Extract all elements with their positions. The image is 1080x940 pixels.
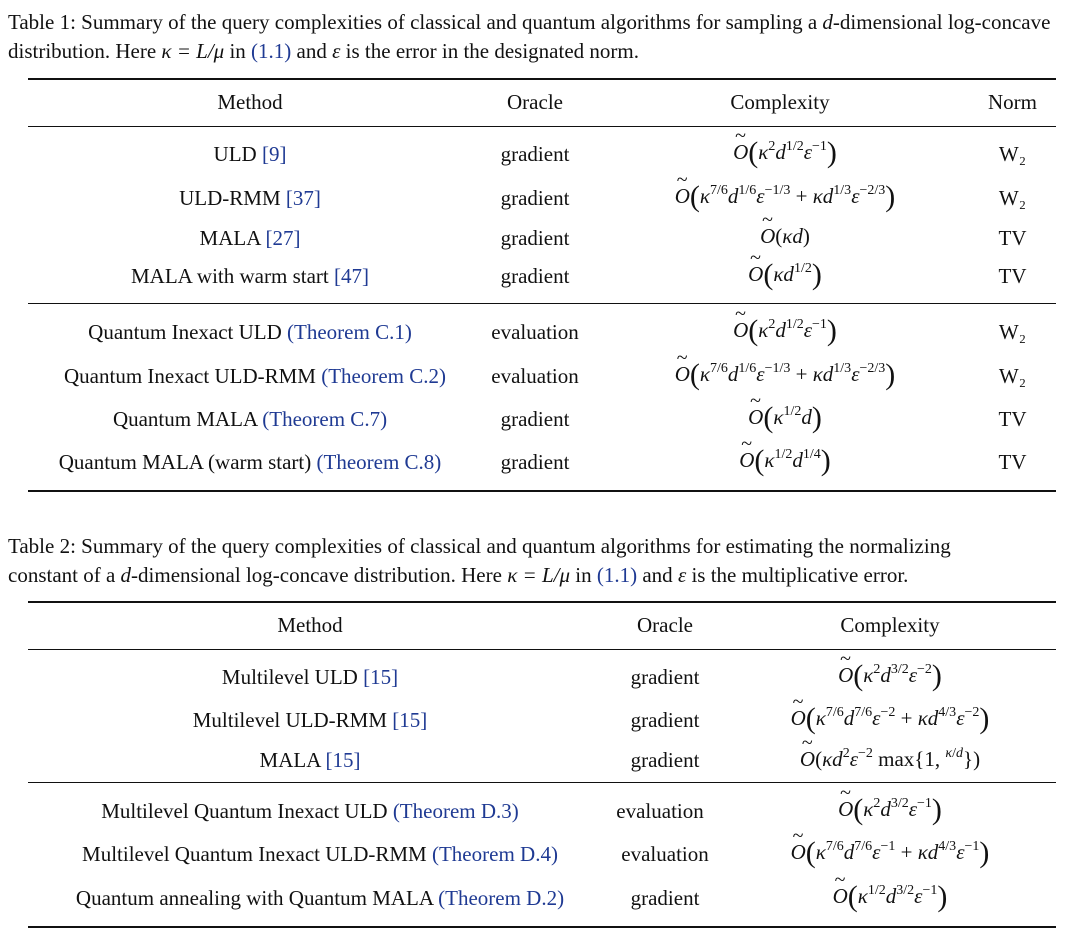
table-row: Multilevel ULD [15]: [221, 665, 399, 689]
table-row: Quantum MALA (Theorem C.7): [112, 407, 388, 431]
table2-caption: Table 2: Summary of the query complexities of classical and quantum algorithms for estimating the normalizing constant of a d-dimensional log-concave distribution. Here κ = L/μ in (1.1) and ε is the multiplicative error.: [8, 534, 951, 587]
oracle-cell: evaluation: [621, 842, 709, 866]
norm-cell: TV: [998, 264, 1027, 288]
table1-header-method: Method: [217, 90, 283, 114]
complexity-formula: ~ $O(\kappa^{7/6}d^{1/6}\varepsilon^{-1/3} + \kappa d^{1/3}\varepsilon^{-2/3})$: [600, 358, 970, 392]
table2-top-rule: [28, 601, 1056, 603]
complexity-formula: ~ $O(\kappa^{1/2}d^{1/4})$: [600, 444, 970, 478]
norm-cell: W₂: [998, 142, 1027, 166]
table-row: MALA [15]: [259, 748, 361, 772]
table-row: MALA with warm start [47]: [131, 264, 369, 288]
norm-cell: W₂: [998, 320, 1027, 344]
citation-link[interactable]: [15]: [363, 665, 399, 689]
table1-caption: Table 1: Summary of the query complexities of classical and quantum algorithms for sampling a d-dimensional log-concave distribution. Here κ = L/μ in (1.1) and ε is the error in the designated norm.: [8, 10, 1051, 63]
table1-top-rule: [28, 78, 1056, 80]
complexity-formula: ~ O(κd): [600, 224, 970, 249]
complexity-formula: ~ $O(\kappa^{7/6}d^{7/6}\varepsilon^{-1} + \kappa d^{4/3}\varepsilon^{-1})$: [730, 836, 1050, 870]
oracle-cell: gradient: [500, 186, 570, 210]
oracle-cell: gradient: [500, 450, 570, 474]
table-row: Multilevel Quantum Inexact ULD (Theorem D.3): [101, 799, 519, 823]
citation-link[interactable]: [47]: [333, 264, 369, 288]
oracle-cell: gradient: [500, 264, 570, 288]
table1-header-rule: [28, 126, 1056, 127]
table-row: Quantum MALA (warm start) (Theorem C.8): [58, 450, 442, 474]
table-row: Quantum Inexact ULD (Theorem C.1): [88, 320, 412, 344]
citation-link[interactable]: [15]: [325, 748, 361, 772]
theorem-link[interactable]: (Theorem C.8): [316, 450, 442, 474]
oracle-cell: gradient: [500, 407, 570, 431]
eq-link[interactable]: (1.1): [596, 563, 638, 587]
table1-header-complexity: Complexity: [730, 90, 830, 114]
oracle-cell: evaluation: [491, 320, 579, 344]
table-row: Quantum annealing with Quantum MALA (Theorem D.2): [75, 886, 565, 910]
table2-header-rule: [28, 649, 1056, 650]
norm-cell: W₂: [998, 186, 1027, 210]
oracle-cell: gradient: [630, 708, 700, 732]
complexity-formula: ~ $O(\kappa^{7/6}d^{7/6}\varepsilon^{-2} + \kappa d^{4/3}\varepsilon^{-2})$: [730, 702, 1050, 736]
table1-header-norm: Norm: [988, 90, 1037, 114]
theorem-link[interactable]: (Theorem C.7): [262, 407, 388, 431]
table1-mid-rule: [28, 303, 1056, 304]
oracle-cell: gradient: [630, 665, 700, 689]
table-row: Multilevel Quantum Inexact ULD-RMM (Theorem D.4): [82, 842, 558, 866]
complexity-formula: ~ $O(\kappa^2d^{1/2}\varepsilon^{-1})$: [600, 314, 970, 348]
table2-mid-rule: [28, 782, 1056, 783]
theorem-link[interactable]: (Theorem C.2): [321, 364, 446, 388]
oracle-cell: gradient: [630, 886, 700, 910]
norm-cell: TV: [998, 407, 1027, 431]
norm-cell: W₂: [998, 364, 1027, 388]
oracle-cell: gradient: [500, 226, 570, 250]
theorem-link[interactable]: (Theorem D.2): [438, 886, 565, 910]
table2-header-method: Method: [277, 613, 343, 637]
complexity-formula: ~ $O(\kappa^2d^{1/2}\varepsilon^{-1})$: [600, 136, 970, 170]
table1-header-oracle: Oracle: [507, 90, 563, 114]
citation-link[interactable]: [9]: [261, 142, 287, 166]
table2-header-oracle: Oracle: [637, 613, 693, 637]
citation-link[interactable]: [15]: [392, 708, 428, 732]
complexity-formula: ~ $O(\kappa^{1/2}d^{3/2}\varepsilon^{-1})$: [730, 880, 1050, 914]
oracle-cell: evaluation: [616, 799, 704, 823]
complexity-formula: ~ $O(\kappa^2d^{3/2}\varepsilon^{-2})$: [730, 659, 1050, 693]
table-row: Quantum Inexact ULD-RMM (Theorem C.2): [64, 364, 446, 388]
table-row: ULD-RMM [37]: [179, 186, 321, 210]
oracle-cell: gradient: [630, 748, 700, 772]
table2-header-complexity: Complexity: [840, 613, 940, 637]
table-row: MALA [27]: [199, 226, 301, 250]
citation-link[interactable]: [27]: [265, 226, 301, 250]
complexity-formula: ~ $O(\kappa^{7/6}d^{1/6}\varepsilon^{-1/3} + \kappa d^{1/3}\varepsilon^{-2/3})$: [600, 180, 970, 214]
complexity-formula: ~ $O(\kappa^2d^{3/2}\varepsilon^{-1})$: [730, 793, 1050, 827]
oracle-cell: gradient: [500, 142, 570, 166]
table1-bottom-rule: [28, 490, 1056, 492]
theorem-link[interactable]: (Theorem C.1): [287, 320, 412, 344]
table-row: ULD [9]: [213, 142, 287, 166]
eq-link[interactable]: (1.1): [251, 39, 292, 63]
norm-cell: TV: [998, 226, 1027, 250]
table-row: Multilevel ULD-RMM [15]: [192, 708, 428, 732]
norm-cell: TV: [998, 450, 1027, 474]
citation-link[interactable]: [37]: [285, 186, 321, 210]
table2-bottom-rule: [28, 926, 1056, 928]
complexity-formula: ~ $O(\kappa^{1/2}d)$: [600, 401, 970, 435]
complexity-formula: ~ $O(\kappa d^{1/2})$: [600, 258, 970, 292]
theorem-link[interactable]: (Theorem D.3): [392, 799, 519, 823]
theorem-link[interactable]: (Theorem D.4): [431, 842, 558, 866]
complexity-formula: ~ $O(\kappa d^2\varepsilon^{-2}$ max{1, $^{\kappa/d}$}): [730, 746, 1050, 772]
oracle-cell: evaluation: [491, 364, 579, 388]
